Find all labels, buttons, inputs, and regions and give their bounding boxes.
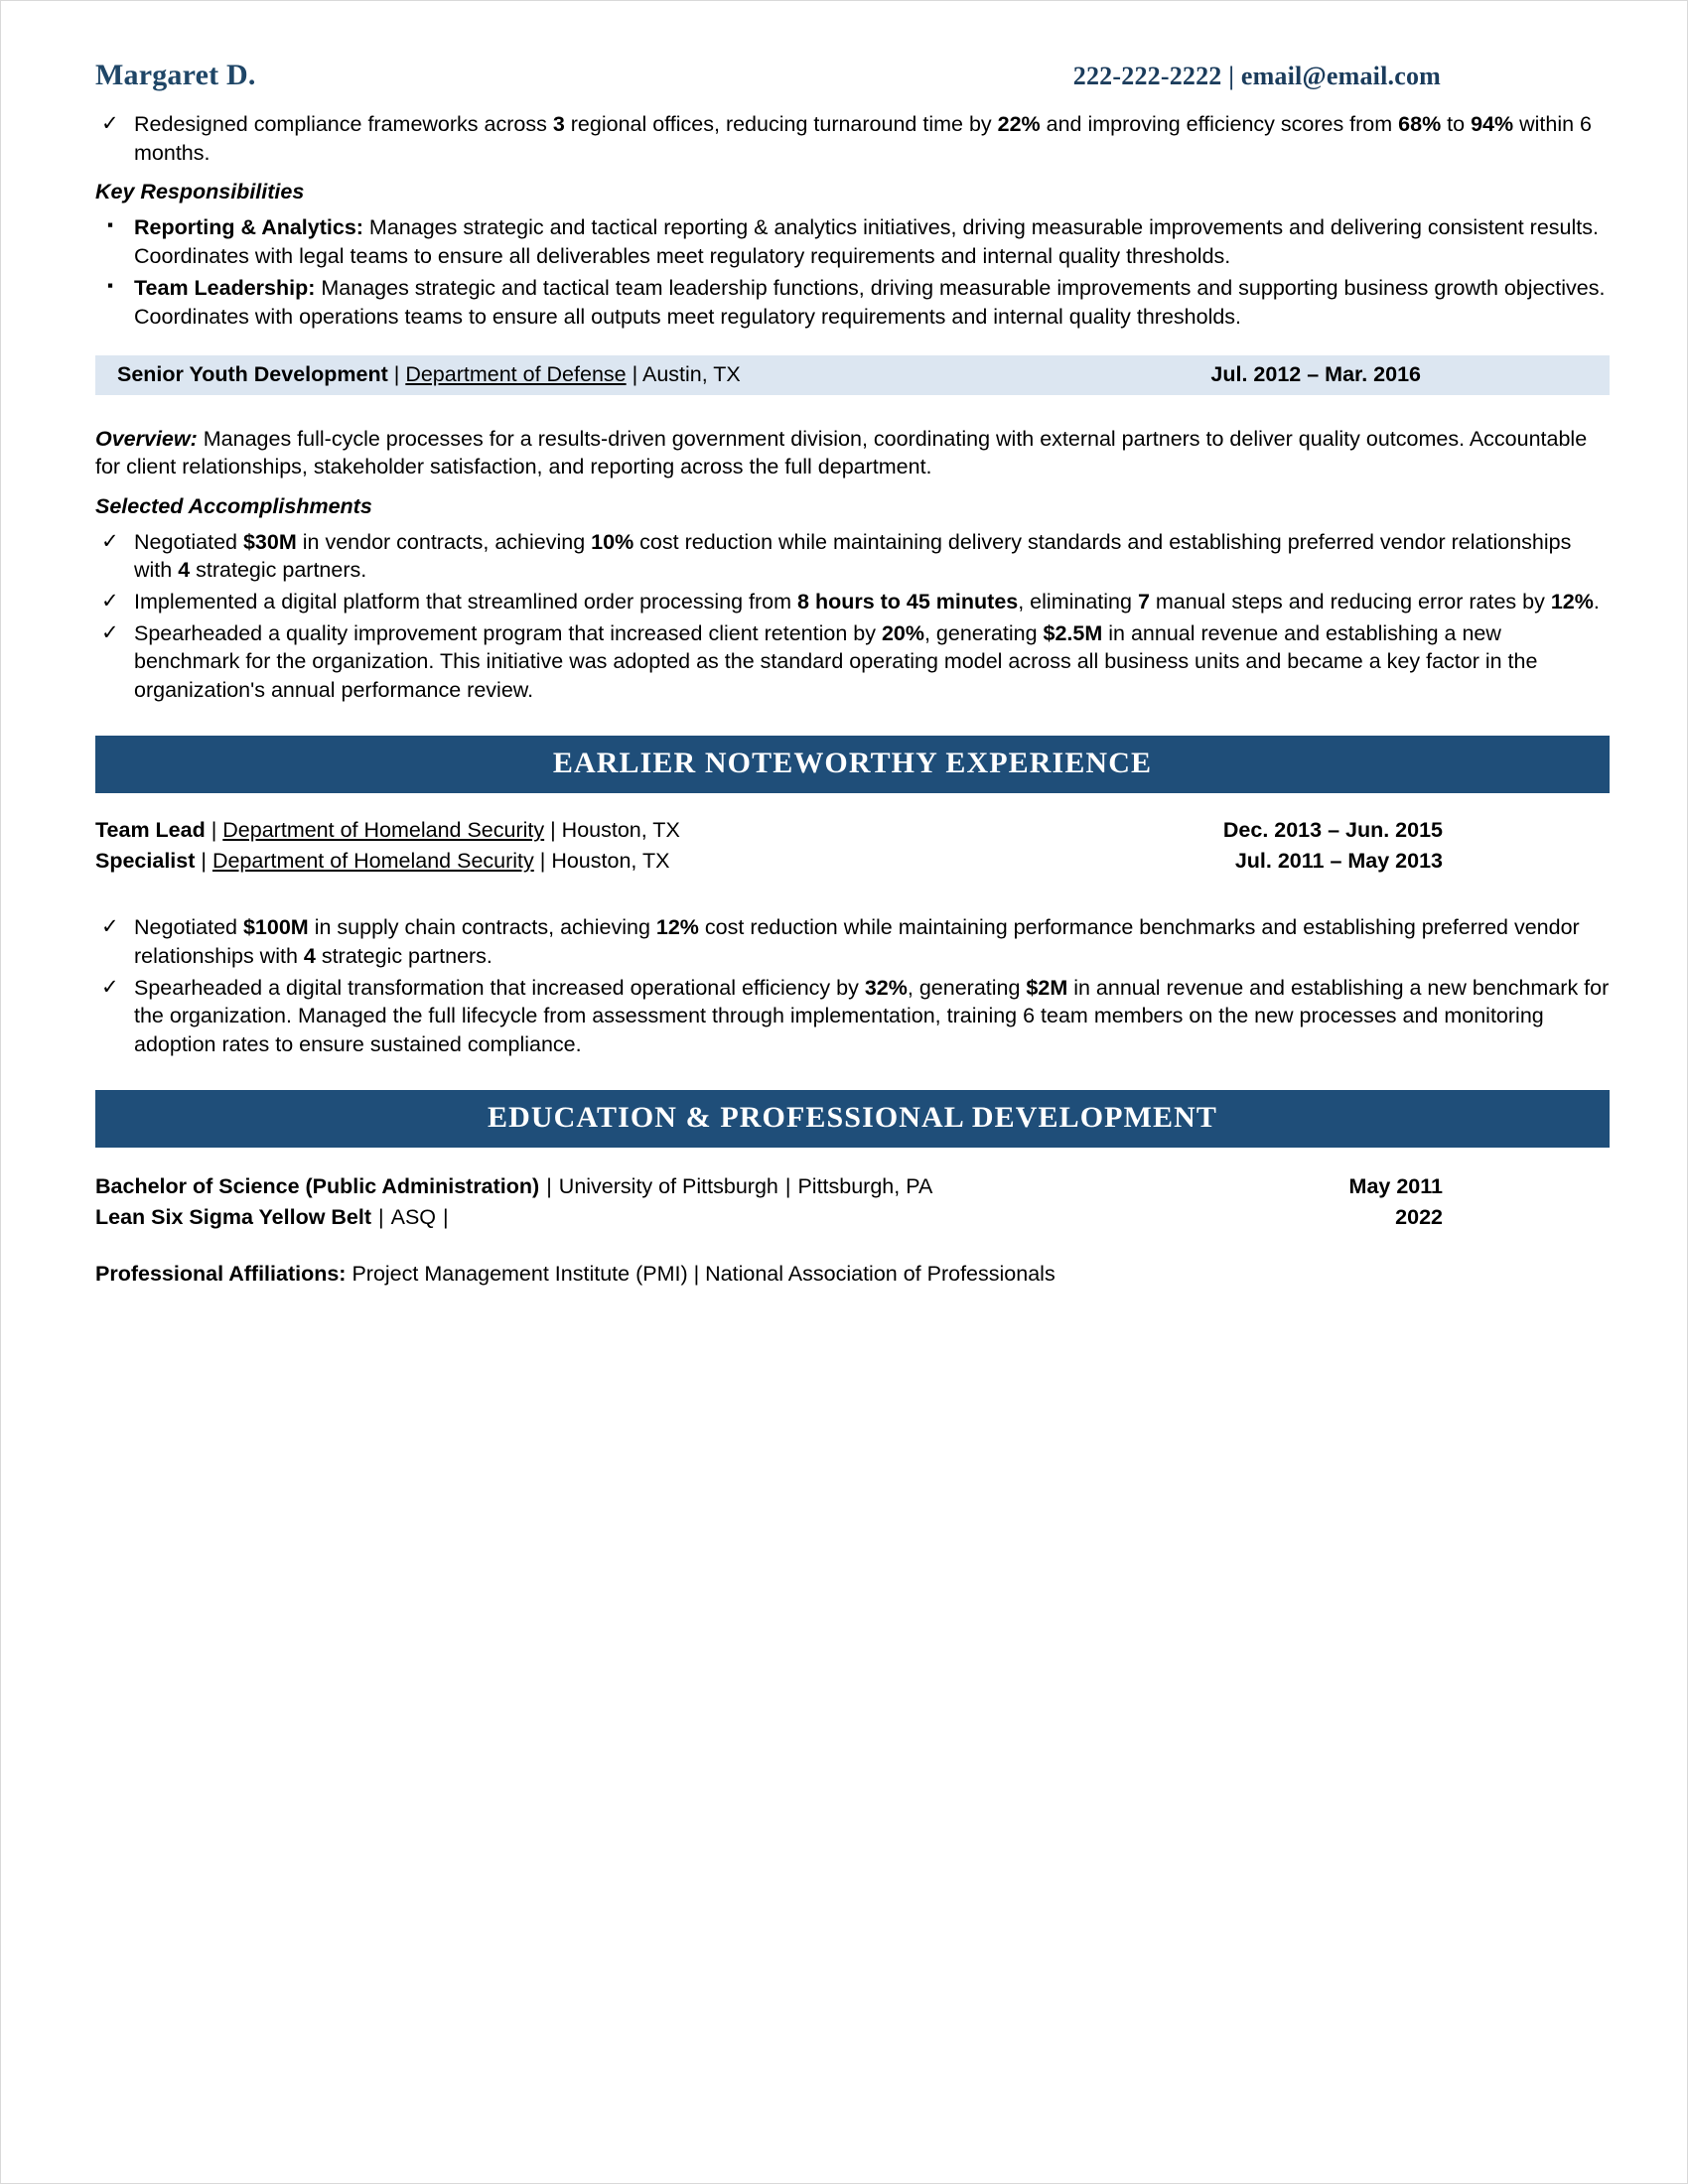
checkmark-icon: ✓ [101,620,119,644]
bullet-text: Negotiated [134,529,243,554]
bullet-emphasis: 94% [1471,112,1514,136]
bullet-emphasis: 3 [552,112,565,136]
earlier-job-dates: Dec. 2013 – Jun. 2015 [1222,818,1443,843]
bullet-emphasis: 4 [303,943,316,968]
key-responsibility-item [95,213,1610,270]
bullet-text: , generating [923,620,1044,645]
education-entries [95,1171,1610,1232]
accomplishment-item [95,619,1610,705]
earlier-job-location: Houston, TX [551,848,670,873]
affiliations-text: Project Management Institute (PMI) | National Association of Professionals [346,1262,1055,1287]
bullet-text: Redesigned compliance frameworks across [134,112,553,136]
job-overview [95,425,1610,481]
job-separator-1: | [387,361,406,386]
resume-header [95,59,1610,92]
earlier-job-dates: Jul. 2011 – May 2013 [1234,848,1443,873]
education-date: 2022 [1395,1204,1443,1229]
square-bullet-icon: ▪ [107,276,114,296]
bullet-text: in annual revenue and establishing a new benchmark for the organization. This initiative was adopted as the standard operating model across all business units and became a key factor in the organization's annual performance review. [134,620,1538,702]
earlier-job-separator: | [195,848,212,873]
bullet-text: to [1441,112,1472,136]
earlier-bullet-item [95,974,1610,1059]
earlier-job-title: Team Lead [95,818,206,843]
bullet-text: Spearheaded a quality improvement program that increased client retention by [134,620,882,645]
bullet-text: . [1593,589,1600,614]
job-header-left [117,362,741,387]
job-dates: Jul. 2012 – Mar. 2016 [1210,361,1421,386]
education-left [95,1171,932,1202]
bullet-emphasis: 32% [864,975,908,1000]
top-bullet-list [95,110,1610,167]
job-title: Senior Youth Development [117,361,388,386]
education-degree: Bachelor of Science (Public Administration) [95,1174,540,1199]
earlier-job-separator: | [205,818,223,843]
professional-affiliations [95,1262,1610,1287]
square-bullet-icon: ▪ [107,215,114,235]
bullet-text: and improving efficiency scores from [1040,112,1399,136]
job-header-bar [95,355,1610,395]
candidate-name: Margaret D. [95,59,256,91]
bullet-text: Negotiated [134,915,243,940]
bullet-emphasis: 8 hours to 45 minutes [797,589,1019,614]
education-institution: ASQ [390,1204,437,1229]
bullet-emphasis: $2.5M [1043,620,1103,645]
key-responsibility-label: Team Leadership: [134,276,316,301]
contact-info: 222-222-2222 | email@email.com [1072,62,1441,90]
bullet-text: Spearheaded a digital transformation that increased operational efficiency by [134,975,865,1000]
job-location: Austin, TX [641,361,741,386]
key-responsibility-text: Manages strategic and tactical reporting & analytics initiatives, driving measurable improvements and delivering consistent results. Coordinates with legal teams to ensure all deliverables meet regulatory requirements and internal quality thresholds. [134,215,1599,268]
earlier-job-left [95,846,669,877]
accomplishment-item [95,588,1610,616]
bullet-emphasis: 20% [881,620,924,645]
education-institution: University of Pittsburgh [558,1174,778,1199]
earlier-job-row [95,815,1610,846]
bullet-text: in annual revenue and establishing a new benchmark for the organization. Managed the full lifecycle from assessment through implementation, training 6 team members on the new processes and monitoring adoption rates to ensure sustained compliance. [134,975,1610,1056]
bullet-emphasis: 12% [655,915,699,940]
bullet-text: Implemented a digital platform that streamlined order processing from [134,589,798,614]
education-left [95,1202,456,1233]
job-employer: Department of Defense [405,361,627,386]
bullet-text: strategic partners. [315,943,492,968]
earlier-job-employer: Department of Homeland Security [211,848,534,873]
accomplishments-heading: Selected Accomplishments [95,493,372,518]
job-separator-2: | [626,361,642,386]
bullet-text: regional offices, reducing turnaround time by [564,112,998,136]
bullet-emphasis: 4 [178,558,191,583]
key-responsibilities-list [95,213,1610,331]
key-responsibility-label: Reporting & Analytics: [134,215,363,240]
bullet-emphasis: 12% [1550,589,1594,614]
accomplishment-item [95,528,1610,585]
education-degree: Lean Six Sigma Yellow Belt [95,1204,372,1229]
bullet-text: , eliminating [1018,589,1138,614]
checkmark-icon: ✓ [101,589,119,613]
earlier-job-title: Specialist [95,848,196,873]
bullet-text: within 6 months. [134,112,1593,165]
overview-label: Overview: [95,426,198,451]
bullet-text: cost reduction while maintaining performance benchmarks and establishing preferred vendor relationships with [134,915,1580,968]
earlier-job-left [95,815,680,846]
bullet-text: strategic partners. [190,558,367,583]
bullet-text: in supply chain contracts, achieving [308,915,656,940]
bullet-emphasis: 68% [1398,112,1442,136]
checkmark-icon: ✓ [101,112,119,135]
earlier-experience-section-title: EARLIER NOTEWORTHY EXPERIENCE [95,736,1610,793]
bullet-text: in vendor contracts, achieving [296,529,592,554]
education-row [95,1202,1610,1233]
bullet-emphasis: $30M [242,529,297,554]
checkmark-icon: ✓ [101,975,119,999]
bullet-text: , generating [907,975,1027,1000]
education-section-title: EDUCATION & PROFESSIONAL DEVELOPMENT [95,1090,1610,1148]
key-responsibilities-heading: Key Responsibilities [95,180,305,205]
earlier-jobs-list [95,815,1610,876]
education-separator: | [546,1174,552,1199]
checkmark-icon: ✓ [101,915,119,939]
education-separator: | [378,1204,384,1229]
bullet-emphasis: 7 [1137,589,1150,614]
bullet-emphasis: 10% [591,529,634,554]
earlier-job-separator: | [533,848,552,873]
earlier-job-location: Houston, TX [561,818,680,843]
education-location: Pittsburgh, PA [797,1174,933,1199]
accomplishments-list [95,528,1610,705]
key-responsibility-item [95,274,1610,331]
bullet-emphasis: 22% [997,112,1041,136]
checkmark-icon: ✓ [101,529,119,553]
earlier-bullets-list [95,913,1610,1058]
education-separator: | [784,1174,791,1199]
bullet-emphasis: $100M [242,915,309,940]
affiliations-label: Professional Affiliations: [95,1262,347,1287]
earlier-job-row [95,846,1610,877]
top-bullet-item [95,110,1610,167]
earlier-job-employer: Department of Homeland Security [222,818,545,843]
earlier-bullet-item [95,913,1610,970]
overview-text: Manages full-cycle processes for a results-driven government division, coordinating with external partners to deliver quality outcomes. Accountable for client relationships, stakeholder satisfaction, and reporting across the full department. [95,426,1588,479]
education-date: May 2011 [1348,1174,1443,1199]
bullet-emphasis: $2M [1026,975,1068,1000]
education-separator: | [443,1204,449,1229]
bullet-text: cost reduction while maintaining delivery standards and establishing preferred vendor relationships with [134,529,1572,583]
bullet-text: manual steps and reducing error rates by [1149,589,1551,614]
earlier-job-separator: | [544,818,562,843]
key-responsibility-text: Manages strategic and tactical team leadership functions, driving measurable improvements and supporting business growth objectives. Coordinates with operations teams to ensure all outputs meet regulatory requirements and internal quality thresholds. [134,276,1606,329]
education-row [95,1171,1610,1202]
